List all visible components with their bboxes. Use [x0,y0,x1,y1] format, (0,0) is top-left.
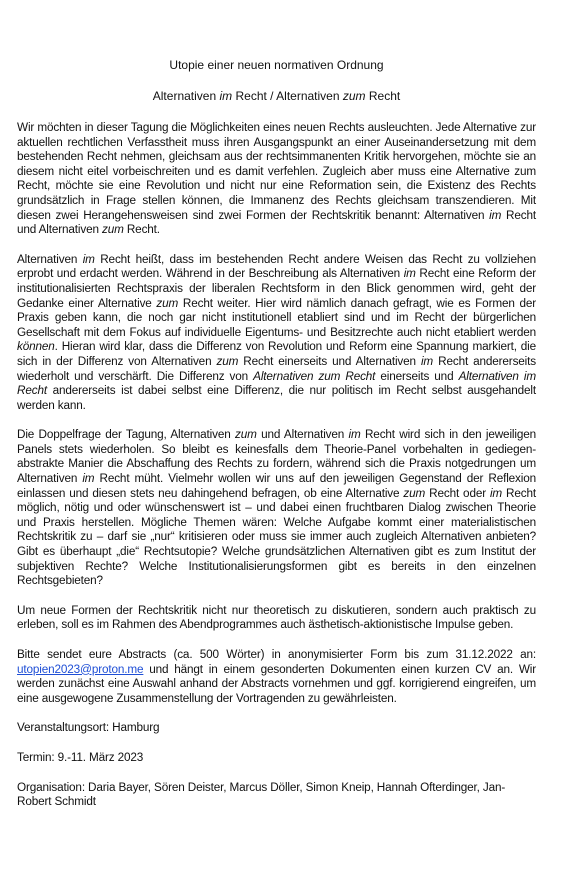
venue-line: Veranstaltungsort: Hamburg [17,721,160,735]
emphasis-text: im [82,252,95,266]
document-title: Utopie einer neuen normativen Ordnung [169,58,384,72]
paragraph-text: einerseits und [375,369,459,383]
emphasis-text: Alternativen im Recht [17,369,537,398]
body-paragraph [17,428,536,589]
paragraph-text: Recht wird sich in den jeweiligen Panels stets wiederholen. So bleibt es keinesfalls dem Theorie-Panel vorbehalten in gediegen-abstrakte Manier die Abschaffung des Rechts zu fordern, während sich die Praxis notgedrungen um Alternativen [17,428,536,486]
emphasis-text: können [17,340,55,354]
emphasis-text: zum [216,354,239,368]
paragraph-text: Recht und Alternativen [17,208,537,237]
paragraph-text: Recht heißt, dass im bestehenden Recht andere Weisen das Recht zu vollziehen erprobt und erdacht werden. Während in der Beschreibung als Alternativen [17,252,536,281]
body-paragraph [17,648,536,706]
subtitle-part: im [219,89,233,103]
emphasis-text: im [82,472,95,486]
emphasis-text: im [348,428,361,442]
emphasis-text: im [489,486,503,500]
body-paragraph [17,604,536,633]
paragraph-text: andererseits ist dabei selbst eine Differenz, die nur politisch im Recht selbst ausgehandelt werden kann. [17,384,536,412]
body-paragraph [17,253,536,414]
emphasis-text: zum [234,428,257,442]
subtitle-part: Alternativen [152,89,220,103]
paragraph-text: und Alternativen [256,428,349,442]
paragraph-text: Recht andererseits wiederholt und verschärft. Die Differenz von [17,354,536,383]
paragraph-text: Bitte sendet eure Abstracts (ca. 500 Wörter) in anonymisierter Form bis zum 31.12.2022 an: [17,648,536,661]
subtitle-part: Recht [365,89,401,103]
subtitle-part: zum [342,89,366,103]
emphasis-text: Alternativen zum Recht [253,369,376,383]
emphasis-text: zum [403,486,426,500]
emphasis-text: zum [156,296,179,310]
paragraph-text: und hängt in einem gesonderten Dokumenten einen kurzen CV an. Wir werden zunächst eine Auswahl anhand der Abstracts vornehmen und ggf. korrigierend eingreifen, um eine ausgewogene Zusammenstellung der Vortragenden zu gewährleisten. [17,662,536,705]
paragraph-text: Recht eine Reform der institutionalisierten Rechtspraxis der liberalen Rechtsform in den Blick genommen wird, geht der Gedanke einer Alternative [17,267,536,310]
paragraph-text: Wir möchten in dieser Tagung die Möglichkeiten eines neuen Rechts ausleuchten. Jede Alternative zur aktuellen rechtlichen Verfasstheit muss ihren Ausgangspunkt an einer Auseinandersetzung mit dem bestehenden Recht nehmen, gleichsam aus der rechtsimmanenten Kritik hervorgehen, möchte sie an diesem nicht eitel vorbeischreiten und es damit verfehlen. Zugleich aber muss eine Alternative zum Recht, möchte sie eine Revolution und nicht nur eine Reformation sein, die Existenz des Rechts grundsätzlich in Frage stellen können, die Immanenz des Rechts gleichsam transzendieren. Mit diesen zwei Herangehensweisen sind zwei Formen der Rechtskritik benannt: Alternativen [17,121,536,222]
paragraph-text: Alternativen [17,252,83,266]
paragraph-text: Recht müht. Vielmehr wollen wir uns auf den jeweiligen Gegenstand der Reflexion einlassen und diesen stets neu dahingehend befragen, ob eine Alternative [17,472,536,500]
body-paragraph [17,121,536,238]
organisers-line: Organisation: Daria Bayer, Sören Deister, Marcus Döller, Simon Kneip, Hannah Ofterdinger, Jan-Robert Schmidt [17,780,506,809]
emphasis-text: zum [101,223,124,237]
paragraph-text: Um neue Formen der Rechtskritik nicht nur theoretisch zu diskutieren, sondern auch praktisch zu erleben, soll es im Rahmen des Abendprogrammes auch ästhetisch-aktionistische Impulse geben. [17,603,536,632]
paragraph-text: . Hieran wird klar, dass die Differenz von Revolution und Reform eine Spannung markiert, die sich in der Differenz von Alternativen [17,340,536,368]
document-body [17,121,536,825]
paragraph-text: Recht oder [425,486,490,500]
subtitle-part: Recht / Alternativen [232,89,343,103]
paragraph-text: Recht. [123,223,160,237]
emphasis-text: im [403,267,416,281]
paragraph-text: Recht weiter. Hier wird nämlich danach gefragt, wie es Formen der Praxis geben kann, die noch gar nicht institutionell etabliert sind und im Recht der bürgerlichen Gesellschaft mit dem Fokus auf individuelle Eigentums- und Besitzrechte auch nicht etabliert werden [17,296,536,339]
emphasis-text: im [420,354,434,368]
document-subtitle [17,89,536,104]
email-link[interactable]: utopien2023@proton.me [17,662,144,676]
paragraph-text: Die Doppelfrage der Tagung, Alternativen [17,428,235,442]
date-line: Termin: 9.-11. März 2023 [17,750,144,764]
body-paragraphs [17,121,536,706]
emphasis-text: im [489,208,502,222]
paragraph-text: Recht einerseits und Alternativen [238,354,421,368]
paragraph-text: Recht möglich, nötig und oder wünschenswert ist – und dabei einen fruchtbaren Dialog zwischen Theorie und Praxis herstellen. Mögliche Themen wären: Welche Aufgabe kommt einer materialistischen Rechtskritik zu – darf sie „nur“ kritisieren oder muss sie immer auch zugleich Alternativen anbieten? Gibt es überhaupt „die“ Rechtsutopie? Welche grundsätzlichen Alternativen gibt es zum Institut der subjektiven Rechte? Welche Institutionalisierungsformen gibt es bereits in den einzelnen Rechtsgebieten? [17,486,537,588]
